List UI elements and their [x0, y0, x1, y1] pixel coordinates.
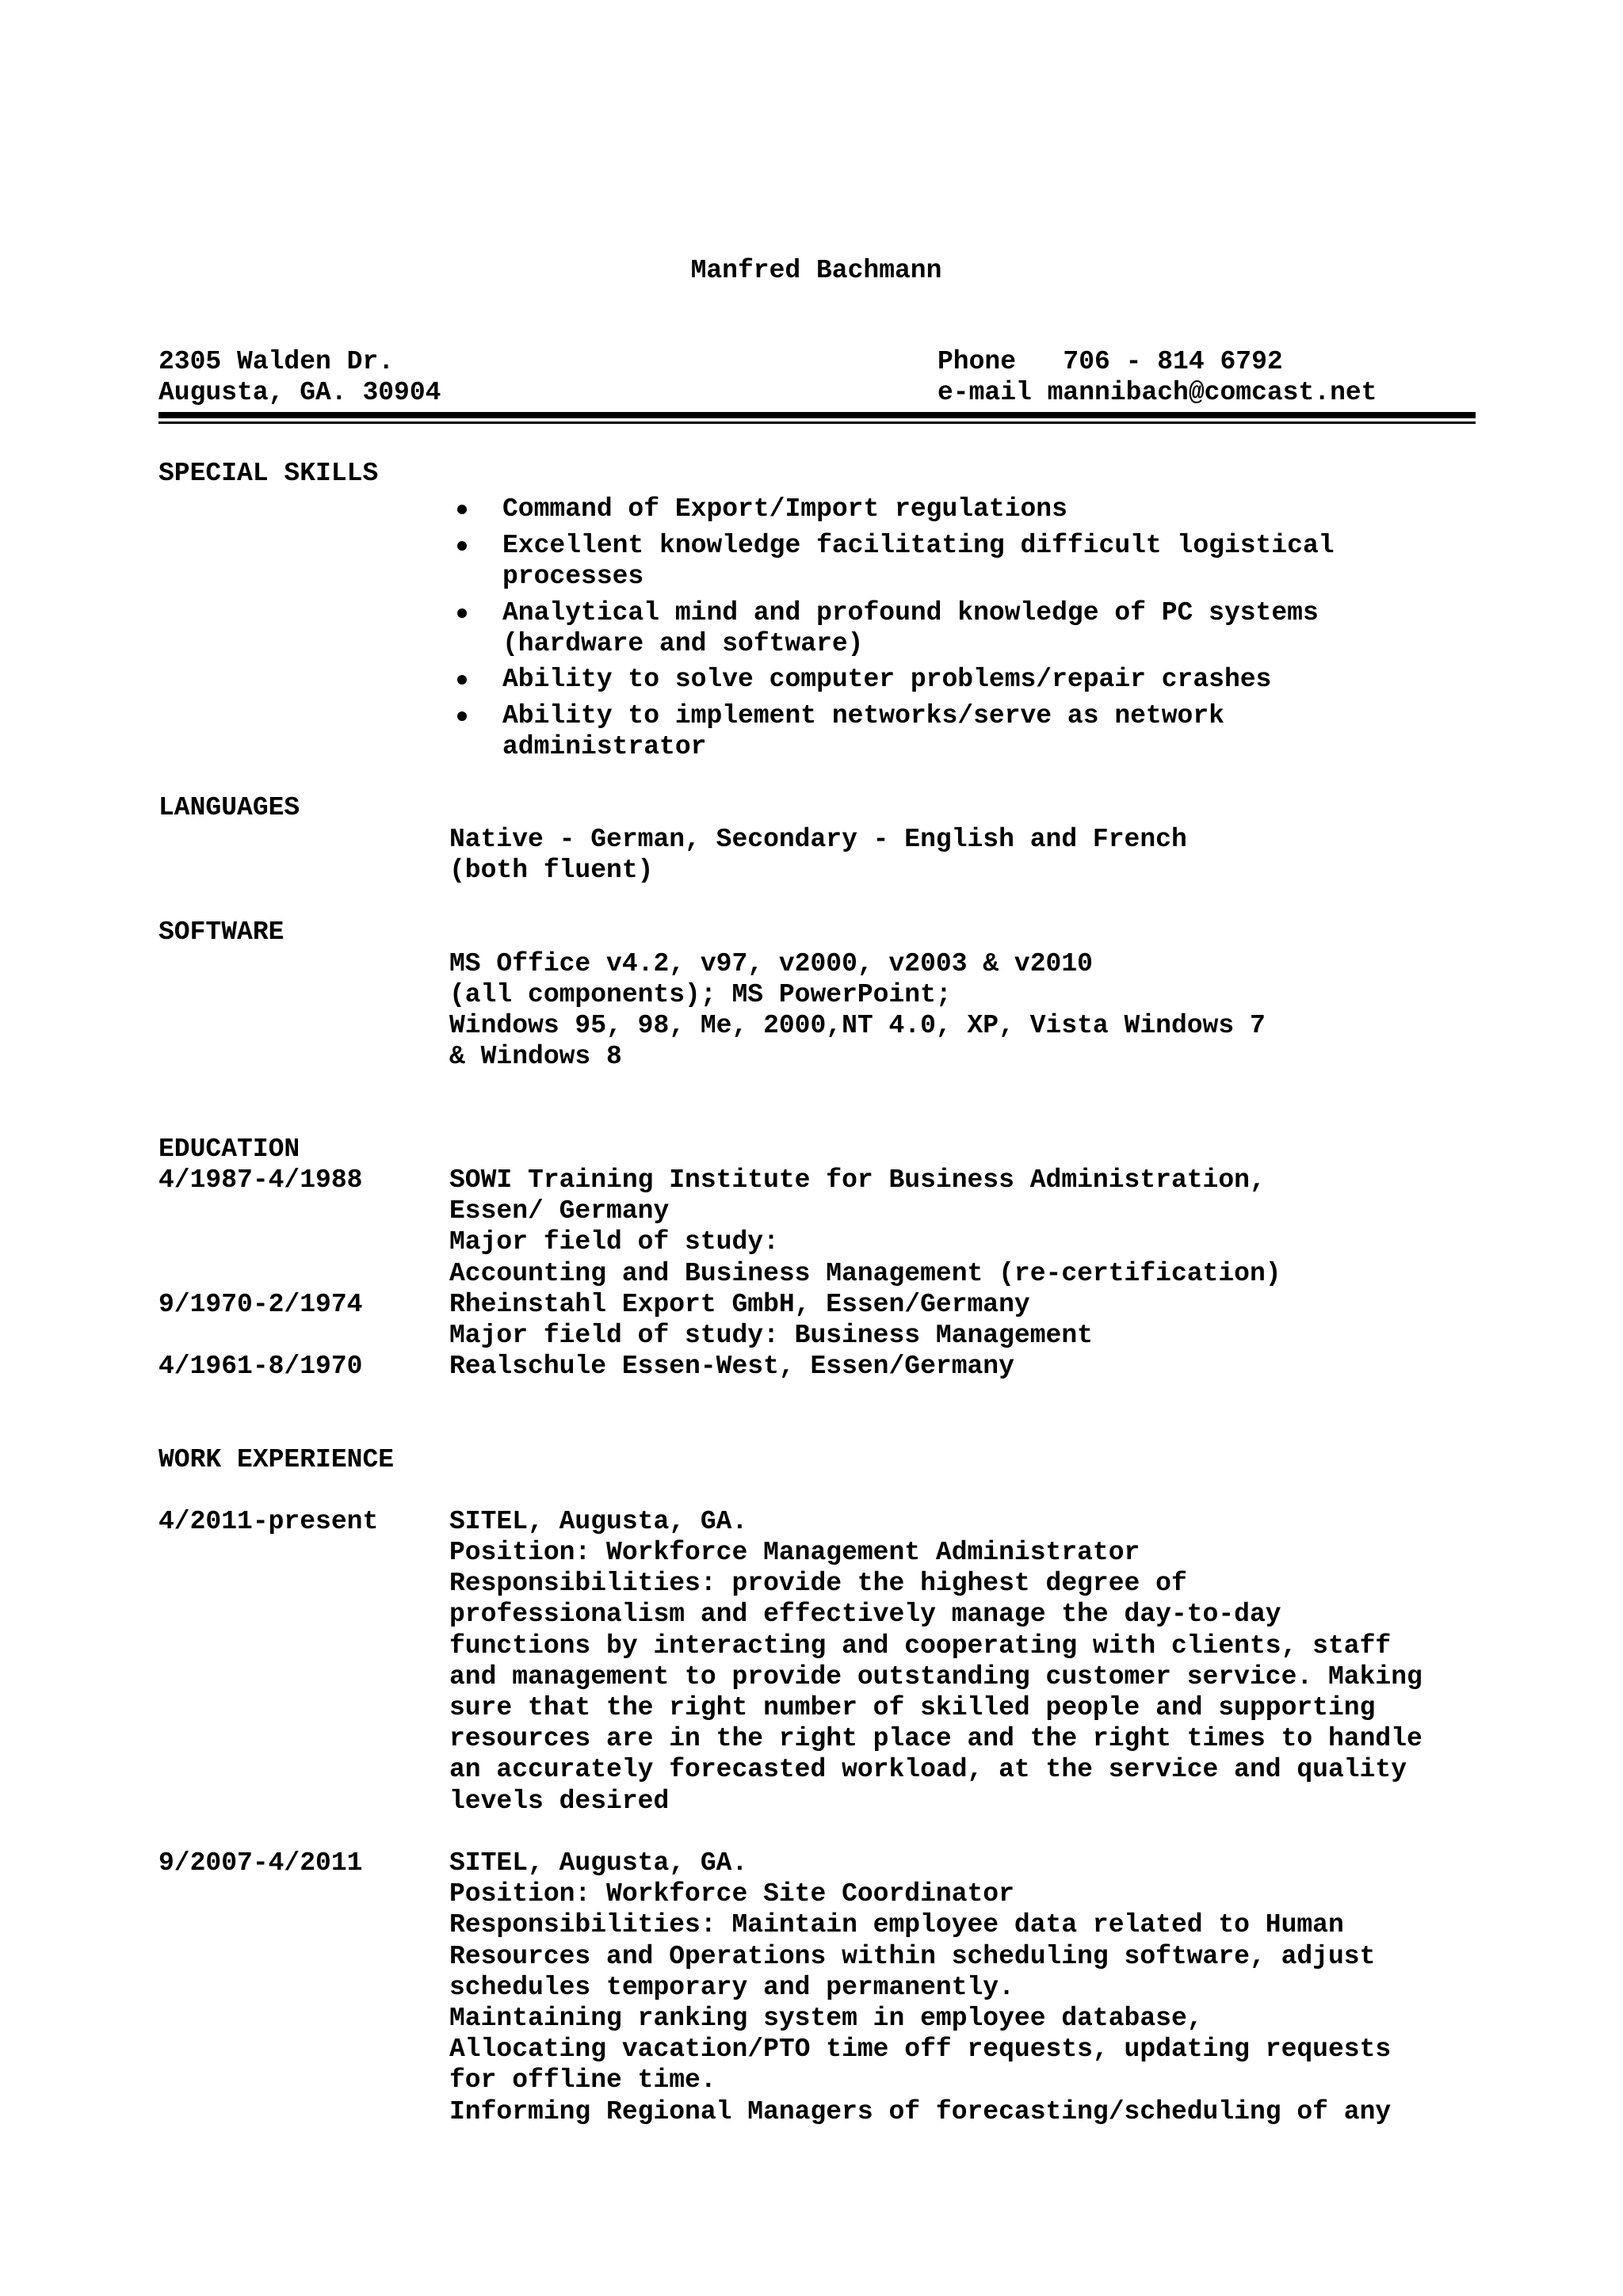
work-line: resources are in the right place and the right times to handle	[449, 1724, 1423, 1753]
skill-item-continued: (hardware and software)	[502, 629, 864, 658]
skill-item: Excellent knowledge facilitating difficult logistical	[502, 531, 1335, 560]
work-line: an accurately forecasted workload, at the service and quality	[449, 1755, 1407, 1784]
software-line: (all components); MS PowerPoint;	[449, 980, 952, 1009]
work-line: Informing Regional Managers of forecasting/scheduling of any	[449, 2097, 1392, 2126]
education-line: Rheinstahl Export GmbH, Essen/Germany	[449, 1290, 1030, 1319]
bullet-icon	[457, 505, 467, 514]
bullet-icon	[457, 608, 467, 618]
languages-line: Native - German, Secondary - English and French	[449, 825, 1187, 854]
work-line: functions by interacting and cooperating with clients, staff	[449, 1631, 1392, 1661]
work-line: Allocating vacation/PTO time off requests, updating requests	[449, 2035, 1392, 2064]
education-dates: 9/1970-2/1974	[158, 1290, 363, 1319]
header-rule-thick	[158, 412, 1476, 418]
education-dates: 4/1961-8/1970	[158, 1352, 363, 1381]
skill-item-continued: administrator	[502, 732, 707, 761]
skill-item-continued: processes	[502, 562, 644, 591]
software-line: Windows 95, 98, Me, 2000,NT 4.0, XP, Vista Windows 7	[449, 1011, 1266, 1040]
work-dates: 4/2011-present	[158, 1507, 379, 1536]
education-dates: 4/1987-4/1988	[158, 1165, 363, 1195]
software-heading: SOFTWARE	[158, 917, 285, 947]
header-rule-thin	[158, 421, 1476, 424]
software-line: MS Office v4.2, v97, v2000, v2003 & v2010	[449, 949, 1093, 978]
work-line: sure that the right number of skilled people and supporting	[449, 1693, 1376, 1722]
phone-line: Phone 706 - 814 6792	[938, 347, 1283, 376]
work-experience-heading: WORK EXPERIENCE	[158, 1445, 395, 1474]
email-line: e-mail mannibach@comcast.net	[938, 378, 1377, 407]
education-line: Major field of study:	[449, 1227, 779, 1257]
skill-item: Analytical mind and profound knowledge of PC systems	[502, 598, 1319, 627]
applicant-name: Manfred Bachmann	[690, 256, 942, 285]
bullet-icon	[457, 541, 467, 551]
skill-item: Ability to solve computer problems/repair crashes	[502, 665, 1272, 694]
bullet-icon	[457, 711, 467, 721]
special-skills-heading: SPECIAL SKILLS	[158, 459, 379, 488]
skill-item: Ability to implement networks/serve as network	[502, 701, 1224, 730]
education-heading: EDUCATION	[158, 1135, 300, 1164]
work-line: Responsibilities: Maintain employee data related to Human	[449, 1910, 1344, 1939]
work-line: Responsibilities: provide the highest degree of	[449, 1569, 1187, 1598]
work-line: and management to provide outstanding customer service. Making	[449, 1662, 1423, 1691]
education-line: Realschule Essen-West, Essen/Germany	[449, 1352, 1014, 1381]
work-dates: 9/2007-4/2011	[158, 1848, 363, 1878]
address-line-1: 2305 Walden Dr.	[158, 347, 395, 376]
bullet-icon	[457, 675, 467, 685]
work-line: professionalism and effectively manage the day-to-day	[449, 1600, 1281, 1629]
skill-item: Command of Export/Import regulations	[502, 494, 1067, 524]
education-line: Essen/ Germany	[449, 1196, 670, 1226]
software-line: & Windows 8	[449, 1042, 622, 1071]
education-line: SOWI Training Institute for Business Administration,	[449, 1165, 1266, 1195]
languages-line: (both fluent)	[449, 856, 654, 885]
work-line: for offline time.	[449, 2065, 716, 2095]
work-line: Position: Workforce Site Coordinator	[449, 1879, 1014, 1909]
work-line: SITEL, Augusta, GA.	[449, 1507, 748, 1536]
address-line-2: Augusta, GA. 30904	[158, 378, 441, 407]
work-line: Position: Workforce Management Administrator	[449, 1538, 1140, 1567]
work-line: Resources and Operations within scheduling software, adjust	[449, 1942, 1376, 1971]
education-line: Accounting and Business Management (re-certification)	[449, 1259, 1281, 1288]
work-line: Maintaining ranking system in employee database,	[449, 2004, 1203, 2033]
languages-heading: LANGUAGES	[158, 793, 300, 822]
work-line: schedules temporary and permanently.	[449, 1973, 1014, 2002]
education-line: Major field of study: Business Management	[449, 1321, 1093, 1350]
work-line: levels desired	[449, 1787, 670, 1816]
work-line: SITEL, Augusta, GA.	[449, 1848, 748, 1878]
